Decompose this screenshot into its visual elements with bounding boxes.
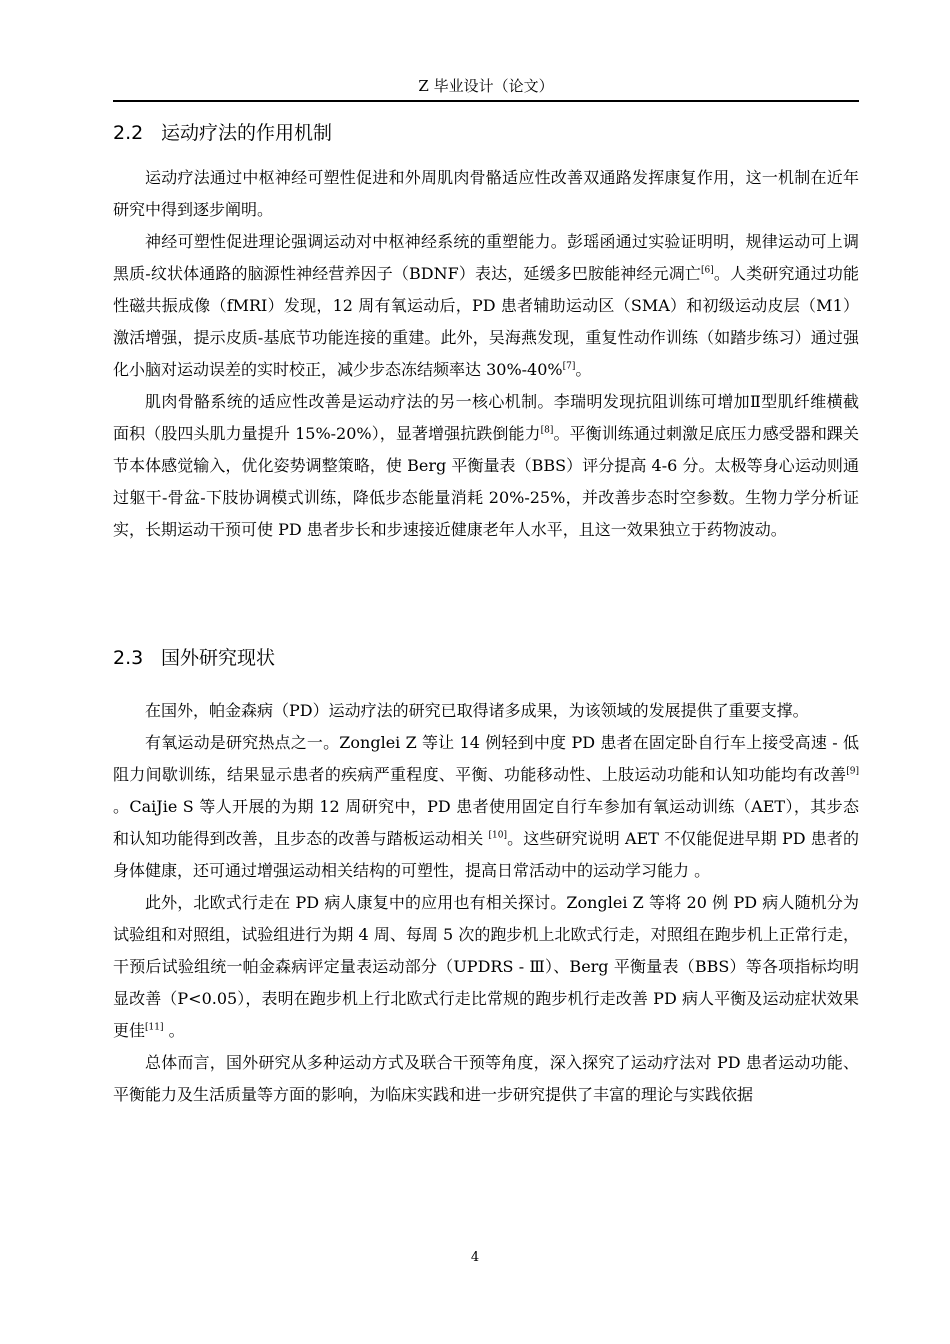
citation: [9] bbox=[846, 766, 859, 777]
citation: [8] bbox=[540, 425, 554, 436]
paragraph bbox=[113, 887, 859, 1047]
page-number: 4 bbox=[470, 1250, 480, 1265]
citation: [6] bbox=[700, 265, 714, 276]
page-header: Z 毕业设计（论文） bbox=[418, 77, 554, 95]
paragraph-text: 肌肉骨骼系统的适应性改善是运动疗法的另一核心机制。李瑞明发现抗阻训练可增加Ⅱ型肌纤维横截面积（股四头肌力量提升 15%-20%），显著增强抗跌倒能力 bbox=[113, 392, 859, 443]
paragraph: 在国外，帕金森病（PD）运动疗法的研究已取得诸多成果，为该领域的发展提供了重要支撑。 bbox=[145, 701, 809, 720]
paragraph-text: 此外，北欧式行走在 PD 病人康复中的应用也有相关探讨。Zonglei Z 等将 20 例 PD 病人随机分为试验组和对照组，试验组进行为期 4 周、每周 5 次的跑步机上北欧式行走，对照组在跑步机上正常行走，干预后试验组统一帕金森病评定量表运动部分（UPDRS - Ⅲ）、Berg 平衡量表（BBS）等各项指标均明显改善（P<0.05），表明在跑步机上行北欧式行走比常规的跑步机行走改善 PD 病人平衡及运动症状效果更佳 bbox=[113, 893, 859, 1040]
section-2-2 bbox=[113, 120, 859, 546]
section-title: 国外研究现状 bbox=[161, 647, 276, 669]
paragraph bbox=[113, 727, 859, 887]
paragraph-text: 。人类研究通过功能性磁共振成像（fMRI）发现，12 周有氧运动后，PD 患者辅助运动区（SMA）和初级运动皮层（M1）激活增强，提示皮质-基底节功能连接的重建。此外，吴海燕发现，重复性动作训练（如踏步练习）通过强化小脑对运动误差的实时校正，减少步态冻结频率达 30%-40% bbox=[113, 264, 859, 379]
paragraph-text: 。 bbox=[163, 1021, 185, 1040]
paragraph-text: 神经可塑性促进理论强调运动对中枢神经系统的重塑能力。彭瑶函通过实验证明明，规律运动可上调黑质-纹状体通路的脑源性神经营养因子（BDNF）表达，延缓多巴胺能神经元凋亡 bbox=[113, 232, 859, 283]
paragraph: 运动疗法通过中枢神经可塑性促进和外周肌肉骨骼适应性改善双通路发挥康复作用，这一机制在近年研究中得到逐步阐明。 bbox=[113, 168, 859, 219]
paragraph-text: 。这些研究说明 AET 不仅能促进早期 PD 患者的身体健康，还可通过增强运动相关结构的可塑性，提高日常活动中的运动学习能力 。 bbox=[113, 829, 859, 880]
citation: [7] bbox=[562, 361, 576, 372]
paragraph bbox=[113, 386, 859, 546]
citation: [11] bbox=[145, 1022, 164, 1033]
paragraph-text: 。 bbox=[575, 360, 592, 379]
header-rule bbox=[113, 100, 859, 102]
section-heading bbox=[113, 645, 859, 671]
paragraph-text: 有氧运动是研究热点之一。Zonglei Z 等让 14 例轻到中度 PD 患者在固定卧自行车上接受高速 - 低阻力间歇训练，结果显示患者的疾病严重程度、平衡、功能移动性、上肢运动功能和认知功能均有改善 bbox=[113, 733, 859, 784]
paragraph-text: 。CaiJie S 等人开展的为期 12 周研究中，PD 患者使用固定自行车参加有氧运动训练（AET），其步态和认知功能得到改善，且步态的改善与踏板运动相关 bbox=[113, 797, 859, 848]
section-heading bbox=[113, 120, 859, 146]
section-number: 2.2 bbox=[113, 122, 144, 144]
section-title: 运动疗法的作用机制 bbox=[161, 122, 333, 144]
section-2-3 bbox=[113, 645, 859, 1111]
paragraph-text: 。平衡训练通过刺激足底压力感受器和踝关节本体感觉输入，优化姿势调整策略，使 Berg 平衡量表（BBS）评分提高 4-6 分。太极等身心运动则通过躯干-骨盆-下肢协调模式训练，降低步态能量消耗 20%-25%，并改善步态时空参数。生物力学分析证实，长期运动干预可使 PD 患者步长和步速接近健康老年人水平，且这一效果独立于药物波动。 bbox=[113, 424, 859, 539]
citation: [10] bbox=[488, 830, 508, 841]
section-number: 2.3 bbox=[113, 647, 144, 669]
paragraph bbox=[113, 226, 859, 386]
paragraph: 总体而言，国外研究从多种运动方式及联合干预等角度，深入探究了运动疗法对 PD 患者运动功能、平衡能力及生活质量等方面的影响，为临床实践和进一步研究提供了丰富的理论与实践依据 bbox=[113, 1053, 859, 1104]
